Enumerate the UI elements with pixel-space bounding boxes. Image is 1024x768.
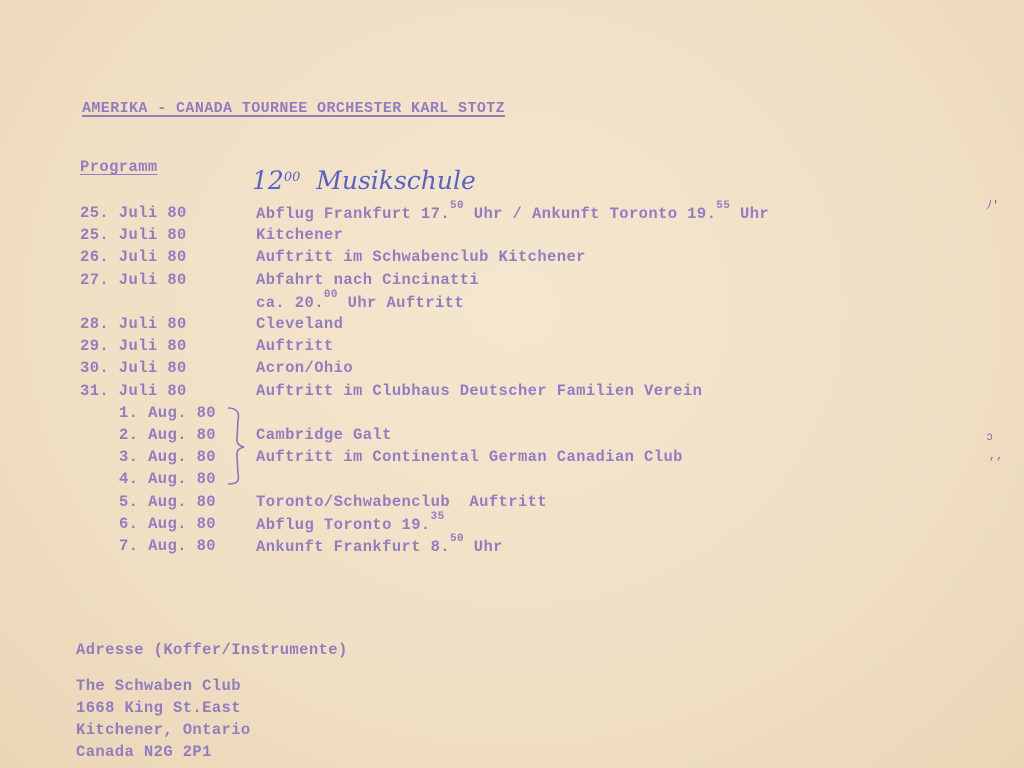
schedule-event: Abfahrt nach Cincinatti	[256, 270, 480, 289]
schedule-date: 4. Aug. 80	[118, 470, 216, 489]
address-line: The Schwaben Club	[76, 677, 241, 695]
schedule-event: ca. 20.00 Uhr Auftritt	[256, 288, 465, 312]
schedule-event: Ankunft Frankfurt 8.50 Uhr	[256, 533, 503, 557]
schedule-event: Auftritt	[256, 337, 334, 356]
schedule-row	[80, 382, 980, 404]
schedule-row	[80, 426, 980, 448]
schedule-event: Cleveland	[256, 315, 344, 333]
schedule-row	[80, 200, 980, 226]
schedule-event: Auftritt im Schwabenclub Kitchener	[256, 248, 586, 267]
schedule-row	[80, 470, 980, 492]
schedule-row	[80, 315, 980, 337]
schedule-date: 2. Aug. 80	[118, 426, 216, 444]
handnote-time: 12	[252, 166, 284, 195]
margin-mark: ’’	[988, 456, 1003, 470]
schedule-row	[80, 226, 980, 248]
schedule-date: 27. Juli 80	[80, 270, 187, 289]
schedule-event: Kitchener	[256, 226, 344, 245]
schedule-row	[80, 510, 980, 537]
schedule-date: 30. Juli 80	[80, 359, 187, 378]
schedule-row	[80, 493, 980, 515]
handwritten-note	[252, 166, 476, 195]
schedule-date: 29. Juli 80	[80, 337, 187, 356]
schedule-date: 3. Aug. 80	[118, 448, 216, 467]
section-heading: Programm	[80, 158, 158, 176]
schedule-event: Abflug Toronto 19.35	[256, 510, 445, 534]
address-line: Kitchener, Ontario	[76, 721, 251, 739]
schedule-date: 28. Juli 80	[80, 315, 187, 333]
margin-mark: ↄ	[986, 430, 994, 444]
schedule-date: 25. Juli 80	[80, 226, 187, 245]
schedule-date: 1. Aug. 80	[118, 403, 216, 422]
schedule-event: Cambridge Galt	[256, 426, 392, 444]
schedule-date: 5. Aug. 80	[118, 492, 216, 511]
schedule-row	[80, 359, 980, 381]
schedule-date: 6. Aug. 80	[118, 514, 216, 533]
address-line: Canada N2G 2P1	[76, 743, 212, 761]
schedule-event: Auftritt im Clubhaus Deutscher Familien Verein	[256, 381, 703, 400]
schedule-row	[80, 271, 980, 293]
schedule-date: 31. Juli 80	[80, 381, 187, 400]
schedule-event: Toronto/Schwabenclub Auftritt	[256, 492, 548, 511]
bracket-mark	[226, 406, 248, 486]
margin-mark: ﾉ'	[986, 199, 1000, 213]
address-line: 1668 King St.East	[76, 699, 241, 717]
schedule-event: Abflug Frankfurt 17.50 Uhr / Ankunft Toronto 19.55 Uhr	[256, 200, 770, 224]
schedule-row	[80, 404, 980, 426]
schedule-event: Auftritt im Continental German Canadian Club	[256, 448, 683, 467]
schedule-date: 7. Aug. 80	[118, 537, 216, 555]
document-title: AMERIKA - CANADA TOURNEE ORCHESTER KARL STOTZ	[82, 100, 506, 117]
schedule-row	[80, 337, 980, 359]
schedule-date: 26. Juli 80	[80, 248, 187, 267]
schedule-row	[80, 248, 980, 270]
schedule-row	[80, 448, 980, 470]
schedule-row	[80, 288, 980, 315]
handnote-text: Musikschule	[316, 166, 476, 195]
schedule-date: 25. Juli 80	[80, 204, 187, 222]
handnote-time-minutes: 00	[283, 170, 301, 185]
schedule-event: Acron/Ohio	[256, 359, 354, 378]
schedule-row	[80, 533, 980, 559]
address-heading: Adresse (Koffer/Instrumente)	[76, 641, 348, 659]
